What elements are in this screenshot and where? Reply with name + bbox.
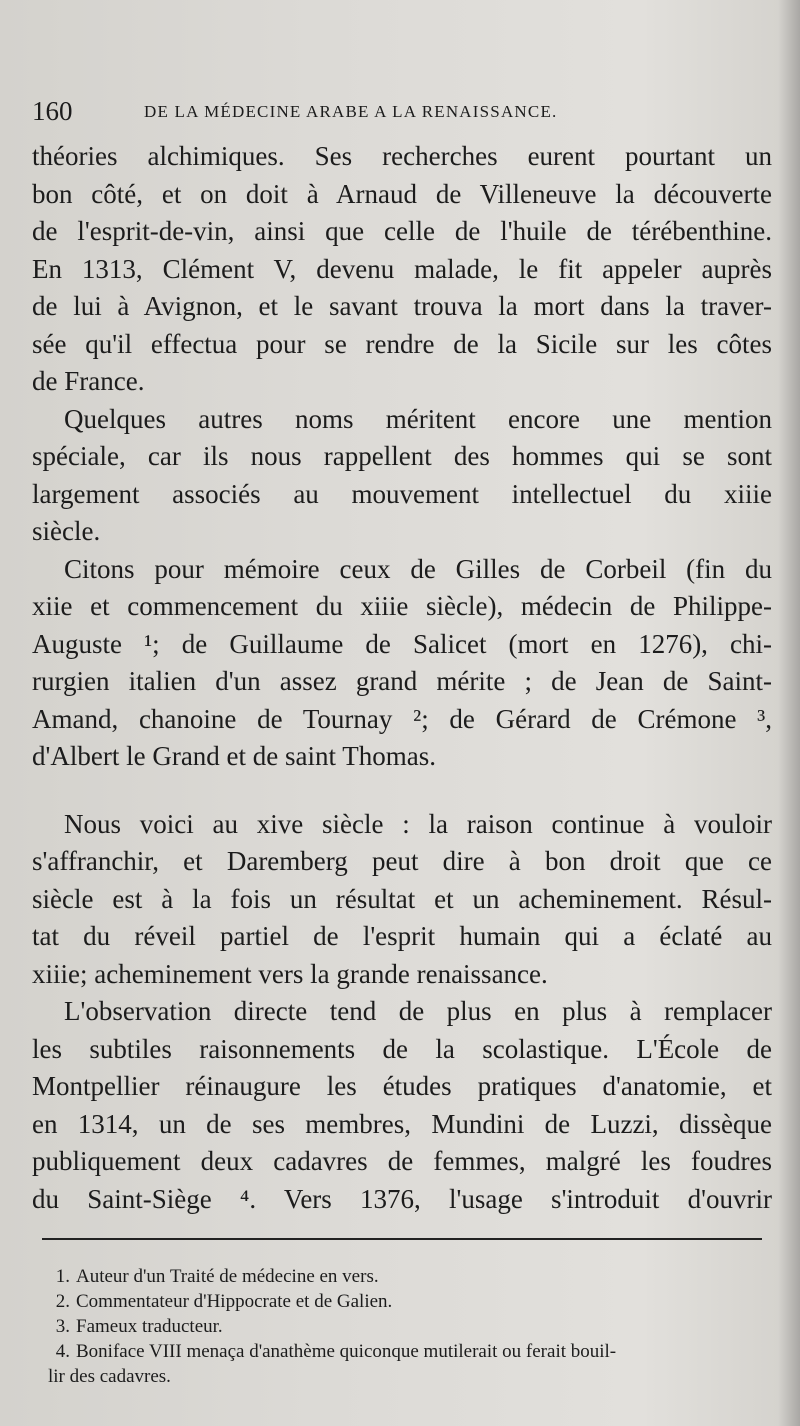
footnote-number: 1. xyxy=(55,1266,70,1287)
text-line: Quelques autres noms méritent encore une mention xyxy=(64,403,772,434)
text-line: xiiie; acheminement vers la grande renaissance. xyxy=(32,958,548,989)
footnote-rule xyxy=(42,1238,762,1240)
text-line: largement associés au mouvement intellectuel du xiiie xyxy=(32,478,772,509)
text-line: L'observation directe tend de plus en plus à remplacer xyxy=(64,996,772,1026)
footnote-text: lir des cadavres. xyxy=(48,1366,171,1387)
footnote-continuation xyxy=(48,1364,768,1389)
text-line: tat du réveil partiel de l'esprit humain qui a éclaté au xyxy=(32,921,772,951)
text-line: xiie et commencement du xiiie siècle), médecin de Philippe- xyxy=(32,591,772,621)
text-line: théories alchimiques. Ses recherches eurent pourtant un xyxy=(32,141,772,171)
text-line: publiquement deux cadavres de femmes, malgré les foudres xyxy=(32,1146,772,1176)
footnote-text: Fameux traducteur. xyxy=(76,1316,223,1337)
paragraph-1 xyxy=(32,138,772,401)
text-line: spéciale, car ils nous rappellent des hommes qui se sont xyxy=(32,441,772,471)
footnotes xyxy=(48,1264,768,1389)
text-line: s'affranchir, et Daremberg peut dire à bon droit que ce xyxy=(32,846,772,876)
footnote xyxy=(48,1314,768,1339)
paragraph-5 xyxy=(32,993,772,1218)
text-line: du Saint-Siège ⁴. Vers 1376, l'usage s'introduit d'ouvrir xyxy=(32,1183,772,1214)
text-line: les subtiles raisonnements de la scolastique. L'École de xyxy=(32,1033,772,1064)
page-number: 160 xyxy=(32,96,73,126)
footnote-text: Commentateur d'Hippocrate et de Galien. xyxy=(76,1291,393,1312)
paragraph-2 xyxy=(32,401,772,551)
section-gap xyxy=(32,776,772,806)
text-line: En 1313, Clément V, devenu malade, le fit appeler auprès xyxy=(32,253,772,284)
text-line: siècle est à la fois un résultat et un acheminement. Résul- xyxy=(32,883,772,914)
footnote-number: 4. xyxy=(55,1341,70,1362)
page-edge-shadow xyxy=(778,0,800,1426)
text-line: de lui à Avignon, et le savant trouva la mort dans la traver- xyxy=(32,291,772,321)
text-line: Nous voici au xive siècle : la raison continue à vouloir xyxy=(64,808,772,839)
text-line: Citons pour mémoire ceux de Gilles de Corbeil (fin du xyxy=(64,553,772,584)
text-line: rurgien italien d'un assez grand mérite ; de Jean de Saint- xyxy=(32,666,772,696)
footnote xyxy=(48,1339,768,1364)
running-head: DE LA MÉDECINE ARABE A LA RENAISSANCE. xyxy=(144,102,558,121)
footnote-text: Boniface VIII menaça d'anathème quiconque mutilerait ou ferait bouil- xyxy=(76,1341,617,1362)
text-line: bon côté, et on doit à Arnaud de Villeneuve la découverte xyxy=(32,178,772,209)
text-line: de l'esprit-de-vin, ainsi que celle de l'huile de térébenthine. xyxy=(32,216,772,246)
footnote xyxy=(48,1264,768,1289)
text-line: siècle. xyxy=(32,516,101,546)
paragraph-4 xyxy=(32,806,772,994)
page-header xyxy=(32,96,772,130)
paragraph-3 xyxy=(32,551,772,776)
text-line: Amand, chanoine de Tournay ²; de Gérard de Crémone ³, xyxy=(32,703,772,734)
text-line: Montpellier réinaugure les études pratiques d'anatomie, et xyxy=(32,1071,772,1101)
text-line: d'Albert le Grand et de saint Thomas. xyxy=(32,741,437,771)
body-text xyxy=(32,138,772,1218)
text-line: de France. xyxy=(32,366,145,396)
footnote-number: 3. xyxy=(55,1316,70,1337)
text-line: Auguste ¹; de Guillaume de Salicet (mort en 1276), chi- xyxy=(32,628,772,659)
text-line: sée qu'il effectua pour se rendre de la Sicile sur les côtes xyxy=(32,328,772,359)
footnote-text: Auteur d'un Traité de médecine en vers. xyxy=(76,1266,379,1287)
footnote-number: 2. xyxy=(55,1291,70,1312)
text-line: en 1314, un de ses membres, Mundini de Luzzi, dissèque xyxy=(32,1108,772,1139)
footnote xyxy=(48,1289,768,1314)
